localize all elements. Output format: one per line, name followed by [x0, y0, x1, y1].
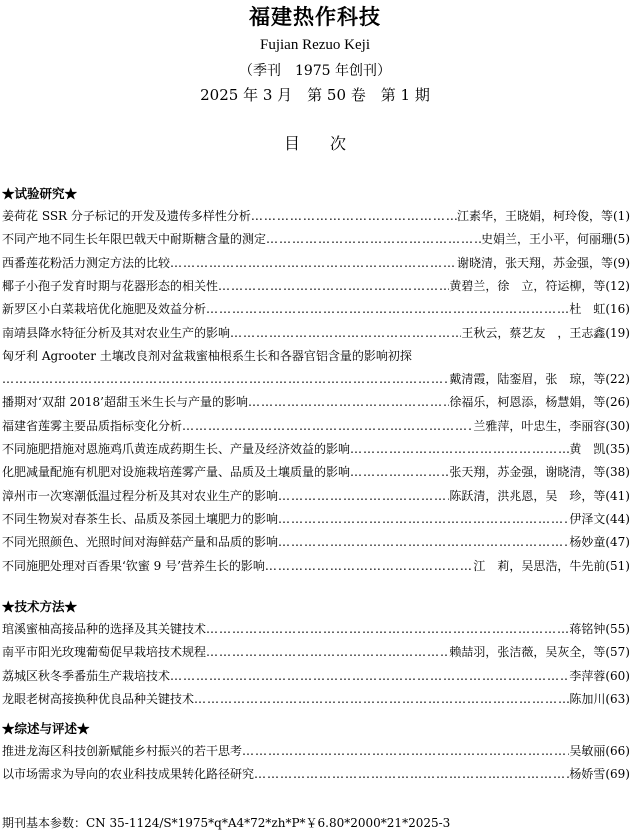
dot-leader — [265, 558, 473, 575]
toc-entry-title: 不同施肥处理对百香果‘钦蜜 9 号’营养生长的影响 — [2, 558, 265, 573]
toc-entry-page: (51) — [605, 558, 630, 573]
toc-entry-authors: 陈加川 — [569, 691, 606, 706]
dot-leader — [206, 301, 569, 318]
toc-entry-title: 福建省莲雾主要品质指标变化分析 — [2, 418, 183, 433]
toc-entry-title: 化肥减量配施有机肥对设施栽培莲雾产量、品质及土壤质量的影响 — [2, 465, 351, 480]
dot-leader — [182, 418, 473, 435]
toc-entry-title: 不同施肥措施对恩施鸡爪黄连成药期生长、产量及经济效益的影响 — [2, 442, 351, 456]
toc-entry-page: (1) — [613, 209, 630, 223]
toc-entry-page: (69) — [605, 767, 630, 782]
dot-leader — [266, 231, 481, 248]
toc-entry[interactable] — [2, 534, 630, 551]
toc-entry-title: 播期对‘双甜 2018’超甜玉米生长与产量的影响 — [2, 395, 248, 410]
toc-entry-title: 琯溪蜜柚高接品种的选择及其关键技术 — [2, 622, 207, 636]
toc-entry-authors: 黄碧兰，徐 立，符运柳，等 — [449, 278, 606, 293]
toc-entry-authors: 兰雅萍，叶忠生，李丽容 — [473, 418, 606, 433]
section-header: ★试验研究★ — [2, 186, 78, 201]
toc-entry-authors: 杨妙童 — [569, 535, 606, 550]
toc-entry[interactable] — [2, 668, 630, 685]
quarterly-note: （季刊 1975 年创刊） — [238, 63, 392, 79]
toc-entry-authors: 黄 凯 — [569, 442, 606, 456]
issue-info: 2025 年 3 月 第 50 卷 第 1 期 — [200, 86, 430, 104]
toc-entry-page: (26) — [605, 395, 630, 410]
toc-entry-title: 匈牙利 Agrooter 土壤改良剂对盆栽蜜柚根系生长和各器官铝含量的影响初探 — [2, 348, 412, 363]
toc-entry[interactable] — [2, 418, 630, 435]
toc-entry-authors: 吴敏丽 — [569, 744, 606, 758]
toc-entry-page: (55) — [605, 622, 630, 636]
toc-entry-title: 不同光照颜色、光照时间对海鲜菇产量和品质的影响 — [2, 535, 279, 550]
toc-entry-title: 西番莲花粉活力测定方法的比较 — [2, 255, 171, 270]
toc-entry-title: 姜荷花 SSR 分子标记的开发及遗传多样性分析 — [2, 209, 251, 223]
toc-entry[interactable] — [2, 231, 630, 248]
toc-entry[interactable] — [2, 278, 630, 295]
toc-entry[interactable] — [2, 301, 630, 318]
toc-entry-title: 荔城区秋冬季番茄生产栽培技术 — [2, 668, 171, 683]
toc-entry-authors: 王秋云，蔡艺友 ，王志鑫 — [461, 325, 606, 340]
toc-entry-authors: 伊泽文 — [569, 511, 606, 526]
toc-entry[interactable] — [2, 691, 630, 708]
dot-leader — [278, 511, 569, 528]
dot-leader — [194, 691, 569, 708]
journal-parameters: 期刊基本参数：CN 35-1124/S*1975*q*A4*72*zh*P*￥6.80*2000*21*2025-3 — [2, 816, 451, 830]
toc-entry-page: (57) — [605, 645, 630, 660]
toc-entry[interactable] — [2, 208, 630, 225]
toc-entry-authors: 戴清霞，陆銮眉，张 琼，等 — [449, 372, 606, 387]
toc-entry-title: 新罗区小白菜栽培优化施肥及效益分析 — [2, 302, 207, 317]
toc-entry-page: (60) — [605, 668, 630, 683]
toc-entry[interactable] — [2, 394, 630, 411]
toc-entry-page: (30) — [605, 418, 630, 433]
dot-leader — [254, 766, 569, 783]
toc-entry-authors: 徐福乐，柯恩添，杨慧娟，等 — [449, 395, 606, 410]
toc-entry-page: (22) — [605, 372, 630, 387]
toc-entry-page: (41) — [605, 488, 630, 503]
toc-entry[interactable] — [2, 621, 630, 638]
toc-entry[interactable] — [2, 441, 630, 458]
toc-entry-page: (47) — [605, 535, 630, 550]
toc-entry-title: 南靖县降水特征分析及其对农业生产的影响 — [2, 325, 231, 340]
toc-entry[interactable] — [2, 348, 630, 365]
toc-entry-authors: 李萍蓉 — [569, 668, 606, 683]
toc-entry-page: (9) — [613, 255, 630, 270]
toc-entry-authors: 陈跃清，洪兆恩，吴 珍，等 — [449, 488, 606, 503]
dot-leader — [170, 255, 457, 272]
toc-entry-page: (19) — [605, 325, 630, 340]
section-header: ★技术方法★ — [2, 599, 78, 614]
dot-leader — [218, 278, 449, 295]
toc-entry-page: (12) — [605, 278, 630, 293]
toc-entry-authors: 江素华，王晓娟，柯玲俊，等 — [456, 209, 613, 223]
section-header: ★综述与评述★ — [2, 721, 90, 736]
toc-entry[interactable] — [2, 766, 630, 783]
dot-leader — [206, 621, 569, 638]
toc-entry-page: (63) — [605, 691, 630, 706]
toc-entry-page: (16) — [605, 302, 630, 317]
toc-entry-title: 以市场需求为导向的农业科技成果转化路径研究 — [2, 767, 255, 782]
toc-entry-title: 南平市阳光玫瑰葡萄促早栽培技术规程 — [2, 645, 207, 660]
toc-entry-page: (5) — [613, 232, 630, 247]
dot-leader — [350, 441, 569, 458]
toc-entry-authors: 史娟兰，王小平，何丽珊 — [480, 232, 613, 247]
dot-leader — [170, 668, 569, 685]
dot-leader — [248, 394, 449, 411]
toc-entry-authors: 蒋铭钟 — [569, 622, 606, 636]
toc-entry[interactable] — [2, 558, 630, 575]
toc-entry[interactable] — [2, 255, 630, 272]
toc-entry-page: (44) — [605, 511, 630, 526]
dot-leader — [278, 488, 449, 505]
dot-leader — [350, 464, 449, 481]
toc-entry-page: (66) — [605, 744, 630, 758]
dot-leader — [206, 644, 449, 661]
toc-entry-title: 龙眼老树高接换种优良品种关键技术 — [2, 691, 195, 706]
toc-entry-authors: 张天翔，苏金强，谢晓清，等 — [449, 465, 606, 480]
toc-entry[interactable] — [2, 743, 630, 760]
toc-entry-authors: 杨娇雪 — [569, 767, 606, 782]
dot-leader — [2, 371, 449, 388]
dot-leader — [242, 743, 569, 760]
toc-entry[interactable] — [2, 464, 630, 481]
toc-entry[interactable] — [2, 644, 630, 661]
toc-entry-title: 漳州市一次寒潮低温过程分析及其对农业生产的影响 — [2, 488, 279, 503]
toc-entry-title: 不同产地不同生长年限巴戟天中耐斯糖含量的测定 — [2, 232, 267, 247]
toc-entry-continuation — [2, 371, 630, 388]
toc-entry-page: (35) — [605, 442, 630, 456]
toc-entry-authors: 杜 虹 — [569, 302, 606, 317]
toc-entry[interactable] — [2, 511, 630, 528]
dot-leader — [251, 208, 457, 225]
toc-entry[interactable] — [2, 488, 630, 505]
toc-entry-authors: 赖喆羽，张洁薇，吴灰全，等 — [449, 645, 606, 660]
journal-title: 福建热作科技 — [249, 5, 381, 29]
dot-leader — [230, 325, 461, 342]
toc-entry[interactable] — [2, 325, 630, 342]
journal-pinyin-title: Fujian Rezuo Keji — [260, 37, 370, 53]
toc-entry-title: 推进龙海区科技创新赋能乡村振兴的若干思考 — [2, 744, 243, 758]
toc-entry-title: 椰子小孢子发育时期与花器形态的相关性 — [2, 278, 219, 293]
toc-entry-authors: 江 莉，吴思浩，牛先前 — [473, 558, 606, 573]
dot-leader — [278, 534, 569, 551]
toc-entry-page: (38) — [605, 465, 630, 480]
toc-entry-authors: 谢晓清，张天翔，苏金强，等 — [456, 255, 613, 270]
toc-entry-title: 不同生物炭对春茶生长、品质及茶园土壤肥力的影响 — [2, 511, 279, 526]
toc-heading: 目次 — [283, 134, 376, 153]
